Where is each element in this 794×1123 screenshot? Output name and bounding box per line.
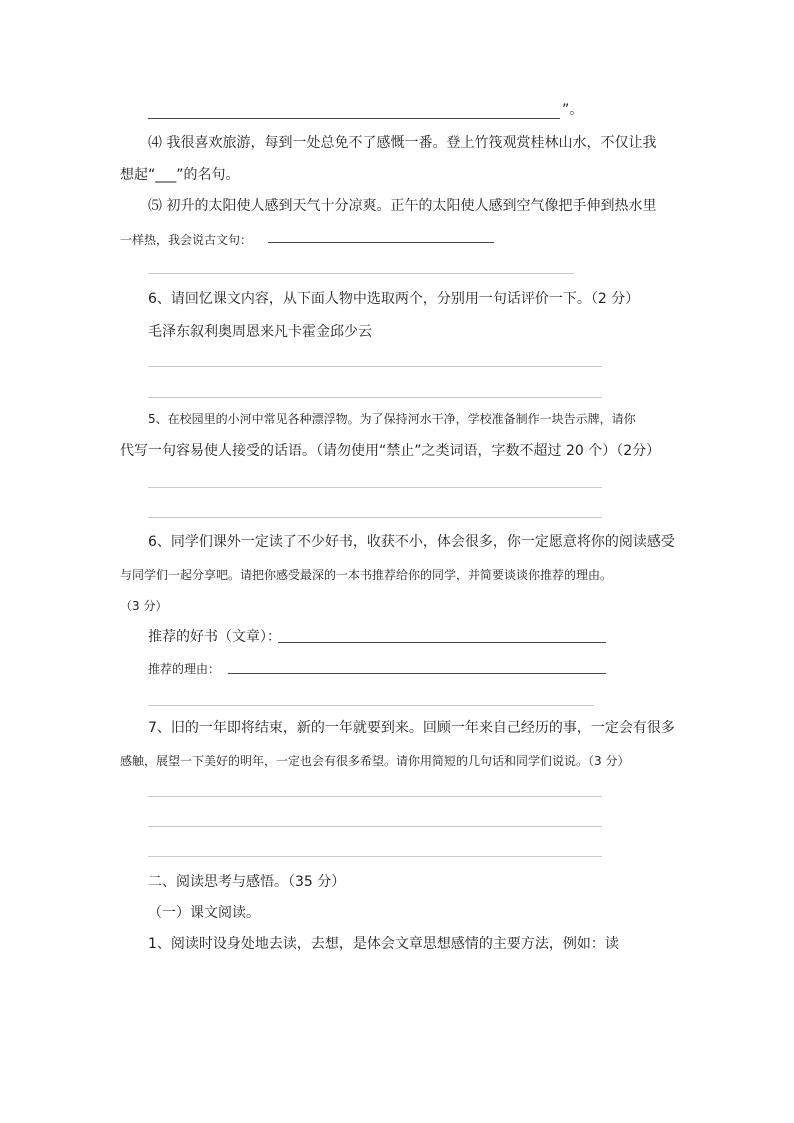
quote-close: ”。 xyxy=(562,102,584,118)
q5-answer-line[interactable] xyxy=(268,242,494,243)
s6b-reason-line[interactable] xyxy=(228,673,606,674)
s5-answer-line-2[interactable] xyxy=(148,517,602,518)
part2-q1: 1、阅读时设身处地去读，去想，是体会文章思想感情的主要方法，例如：读 xyxy=(148,936,619,952)
s7-line2: 感触，展望一下美好的明年，一定也会有很多希望。请你用简短的几句话和同学们说说。（3 分） xyxy=(120,754,630,768)
s7-answer-line-1[interactable] xyxy=(148,796,602,797)
q5-answer-line-2[interactable] xyxy=(148,273,574,274)
s6b-book-label: 推荐的好书（文章）： xyxy=(148,629,281,645)
s6b-reason-label: 推荐的理由： xyxy=(148,662,221,676)
s5-line1: 5、在校园里的小河中常见各种漂浮物。为了保持河水干净，学校准备制作一块告示牌，请你 xyxy=(148,412,636,426)
s6a-answer-line-2[interactable] xyxy=(148,397,602,398)
q4-line2: 想起“___”的名句。 xyxy=(120,167,240,183)
answer-line-prev[interactable] xyxy=(148,118,560,119)
s6b-line2: 与同学们一起分享吧。请把你感受最深的一本书推荐给你的同学，并简要谈谈你推荐的理由。 xyxy=(120,568,613,582)
q4-line1: ⑷ 我很喜欢旅游，每到一处总免不了感慨一番。登上竹筏观赏桂林山水，不仅让我 xyxy=(148,135,657,151)
s6b-line1: 6、同学们课外一定读了不少好书，收获不小，体会很多，你一定愿意将你的阅读感受 xyxy=(148,534,675,550)
s6b-answer-line[interactable] xyxy=(148,705,594,706)
s5-line2: 代写一句容易使人接受的话语。（请勿使用“禁止”之类词语，字数不超过 20 个）（2分） xyxy=(120,443,661,459)
part2-subtitle: （一）课文阅读。 xyxy=(148,905,260,921)
s5-answer-line-1[interactable] xyxy=(148,487,602,488)
s7-line1: 7、旧的一年即将结束，新的一年就要到来。回顾一年来自己经历的事，一定会有很多 xyxy=(148,720,675,736)
s6a-prompt: 6、请回忆课文内容，从下面人物中选取两个，分别用一句话评价一下。（2 分） xyxy=(148,291,640,307)
s6b-line3: （3 分） xyxy=(120,599,168,613)
s7-answer-line-2[interactable] xyxy=(148,826,602,827)
s7-answer-line-3[interactable] xyxy=(148,856,602,857)
s6a-names: 毛泽东叙利奥周恩来凡卡霍金邱少云 xyxy=(148,324,372,340)
q5-line2: 一样热，我会说古文句： xyxy=(120,233,253,247)
s6b-book-line[interactable] xyxy=(278,642,606,643)
q5-line1: ⑸ 初升的太阳使人感到天气十分凉爽。正午的太阳使人感到空气像把手伸到热水里 xyxy=(148,198,657,214)
part2-title: 二、阅读思考与感悟。（35 分） xyxy=(148,874,346,890)
s6a-answer-line-1[interactable] xyxy=(148,366,602,367)
